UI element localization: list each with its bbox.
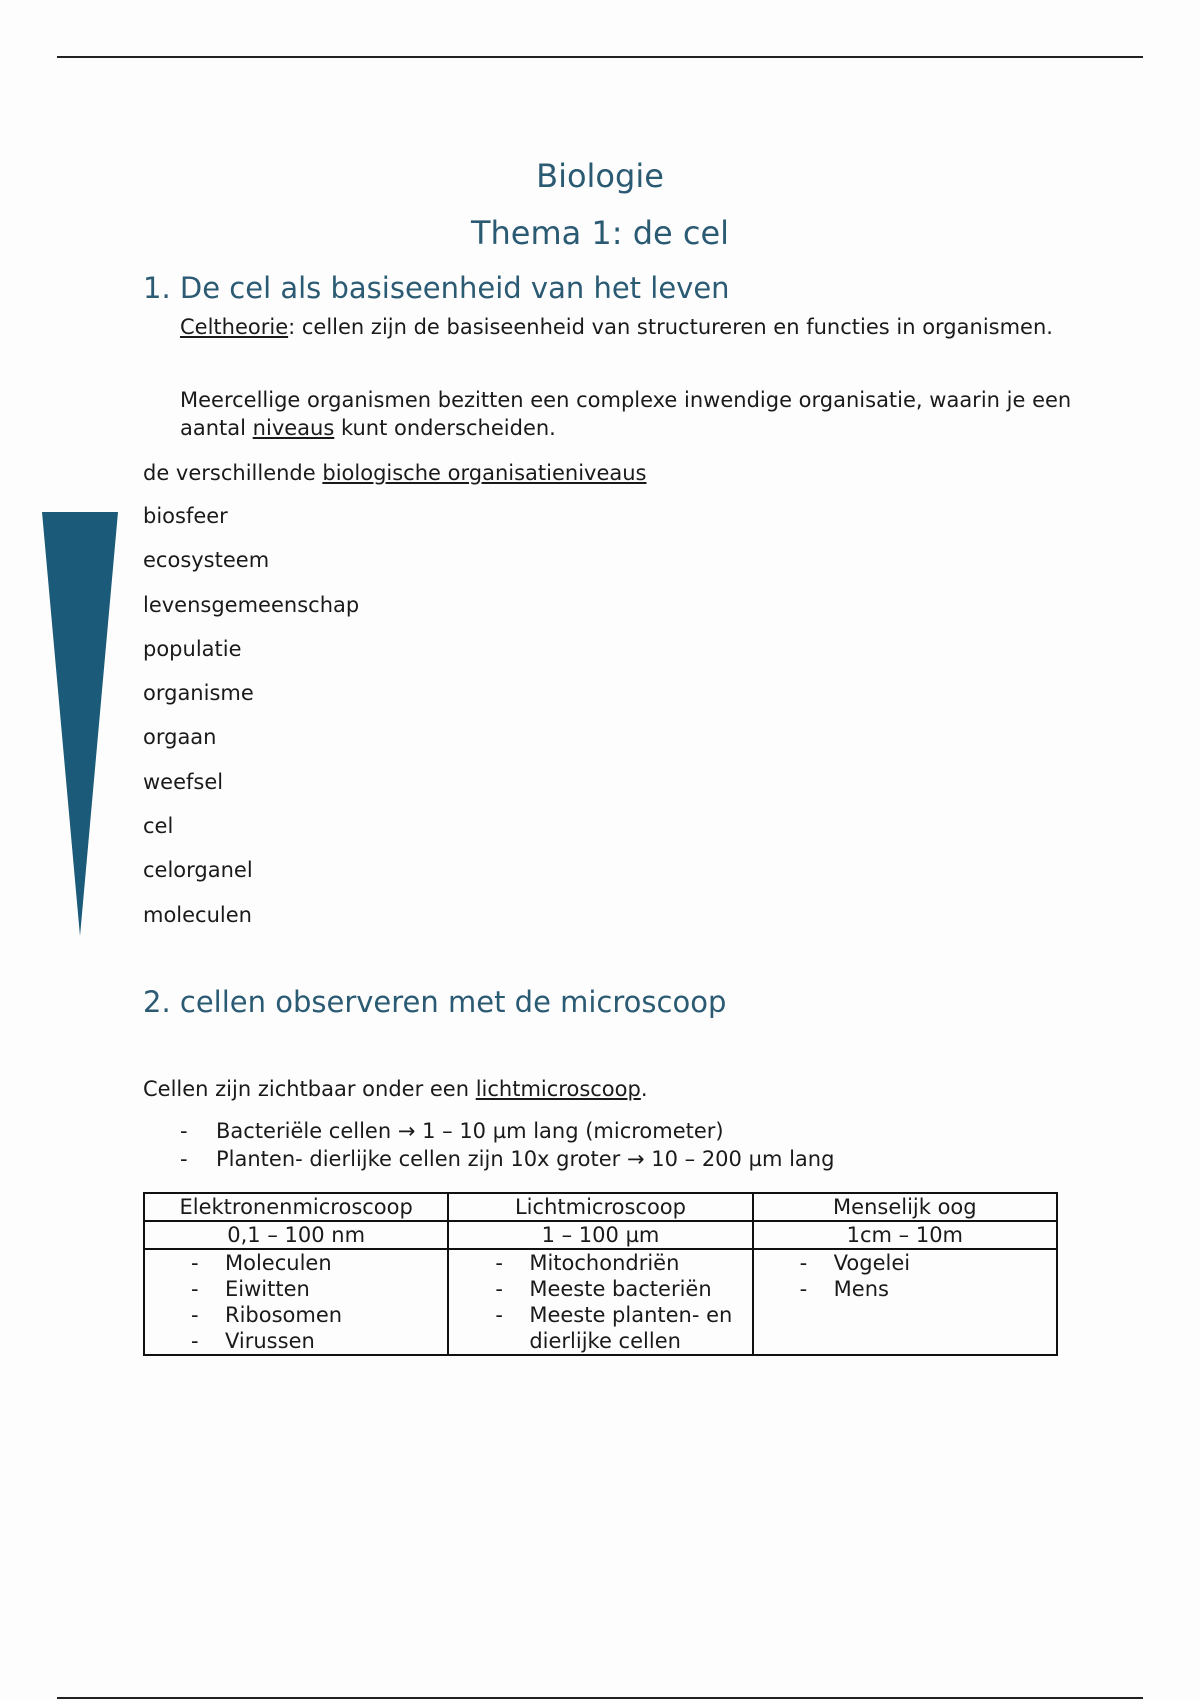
level-item: orgaan — [143, 725, 217, 750]
header-light: Lichtmicroscoop — [448, 1193, 752, 1221]
header-eye: Menselijk oog — [753, 1193, 1057, 1221]
celltheory-text: : cellen zijn de basiseenheid van structureren en functies in organismen. — [288, 315, 1053, 339]
document-subtitle: Thema 1: de cel — [470, 214, 730, 252]
cell-size-bullets — [180, 1117, 834, 1173]
microscope-table — [143, 1192, 1058, 1356]
bullet-marker: - — [191, 1251, 199, 1275]
level-item: biosfeer — [143, 504, 228, 528]
header-rule — [57, 56, 1143, 58]
examples-electron — [144, 1249, 448, 1355]
list-item — [191, 1302, 447, 1328]
multicell-term: niveaus — [252, 416, 335, 440]
level-item: levensgemeenschap — [143, 592, 360, 617]
bullet-marker: - — [180, 1147, 188, 1171]
celltheory-term: Celtheorie — [180, 315, 289, 339]
level-item: cel — [143, 814, 174, 839]
range-eye: 1cm – 10m — [753, 1221, 1057, 1249]
list-item — [495, 1276, 751, 1302]
organisation-levels-list — [143, 502, 359, 945]
lightmicroscope-term: lichtmicroscoop — [475, 1077, 641, 1101]
header-electron: Elektronenmicroscoop — [144, 1193, 448, 1221]
visibility-paragraph — [143, 1075, 648, 1103]
triangle-shape — [42, 512, 118, 936]
list-item — [800, 1276, 1056, 1302]
list-item-text: Mens — [833, 1277, 889, 1301]
list-item — [495, 1250, 751, 1276]
bullet-marker: - — [495, 1277, 503, 1301]
examples-list — [191, 1250, 447, 1354]
table-range-row — [144, 1221, 1057, 1249]
section-1-heading: 1. De cel als basiseenheid van het leven — [143, 271, 730, 305]
table-examples-row — [144, 1249, 1057, 1355]
level-item: moleculen — [143, 902, 252, 927]
visibility-text-before: Cellen zijn zichtbaar onder een — [143, 1077, 476, 1101]
bullet-text: Bacteriële cellen → 1 – 10 µm lang (micrometer) — [216, 1119, 724, 1143]
bullet-text: Planten- dierlijke cellen zijn 10x groter → 10 – 200 µm lang — [216, 1147, 835, 1171]
levels-intro-text: de verschillende — [143, 461, 323, 485]
bullet-marker: - — [799, 1251, 808, 1275]
examples-light — [448, 1249, 752, 1355]
bullet-marker: - — [495, 1251, 503, 1275]
range-light: 1 – 100 µm — [448, 1221, 752, 1249]
list-item-text: Vogelei — [833, 1251, 911, 1275]
footer-rule — [57, 1697, 1143, 1699]
levels-intro — [143, 459, 647, 487]
level-item: ecosysteem — [143, 548, 270, 573]
level-item: celorganel — [143, 858, 253, 883]
list-item — [191, 1250, 447, 1276]
bullet-marker: - — [191, 1277, 199, 1301]
organisation-levels-triangle — [42, 512, 118, 936]
visibility-text-after: . — [640, 1077, 648, 1101]
bullet-marker: - — [495, 1303, 503, 1327]
levels-term: biologische organisatieniveaus — [322, 461, 647, 485]
list-item — [191, 1276, 447, 1302]
list-item-text: Ribosomen — [225, 1303, 343, 1327]
list-item-text: Mitochondriën — [529, 1251, 680, 1275]
level-item: populatie — [143, 636, 242, 661]
level-item: organisme — [143, 681, 254, 706]
list-item-text: Eiwitten — [225, 1277, 310, 1301]
bullet-marker: - — [191, 1303, 199, 1327]
table-header-row — [144, 1193, 1057, 1221]
section-2-heading: 2. cellen observeren met de microscoop — [143, 985, 727, 1019]
bullet-item — [180, 1145, 834, 1173]
bullet-item — [180, 1117, 834, 1145]
bullet-marker: - — [191, 1329, 199, 1353]
list-item — [800, 1250, 1056, 1276]
list-item — [191, 1328, 447, 1354]
list-item-text: Meeste bacteriën — [529, 1277, 712, 1301]
multicell-paragraph — [180, 386, 1080, 442]
document-title: Biologie — [536, 157, 664, 195]
multicell-text-before: Meercellige organismen bezitten een complexe inwendige organisatie, waarin je een aantal — [180, 388, 1072, 440]
bullet-marker: - — [180, 1119, 188, 1143]
list-item-text: Meeste planten- en dierlijke cellen — [529, 1303, 733, 1353]
examples-list — [495, 1250, 751, 1354]
multicell-text-after: kunt onderscheiden. — [334, 416, 556, 440]
range-electron: 0,1 – 100 nm — [144, 1221, 448, 1249]
celltheory-paragraph — [180, 313, 1080, 341]
list-item — [495, 1302, 751, 1354]
level-item: weefsel — [143, 769, 224, 794]
list-item-text: Virussen — [225, 1329, 315, 1353]
examples-list — [800, 1250, 1056, 1302]
bullet-marker: - — [799, 1277, 808, 1301]
list-item-text: Moleculen — [225, 1251, 332, 1275]
examples-eye — [753, 1249, 1057, 1355]
